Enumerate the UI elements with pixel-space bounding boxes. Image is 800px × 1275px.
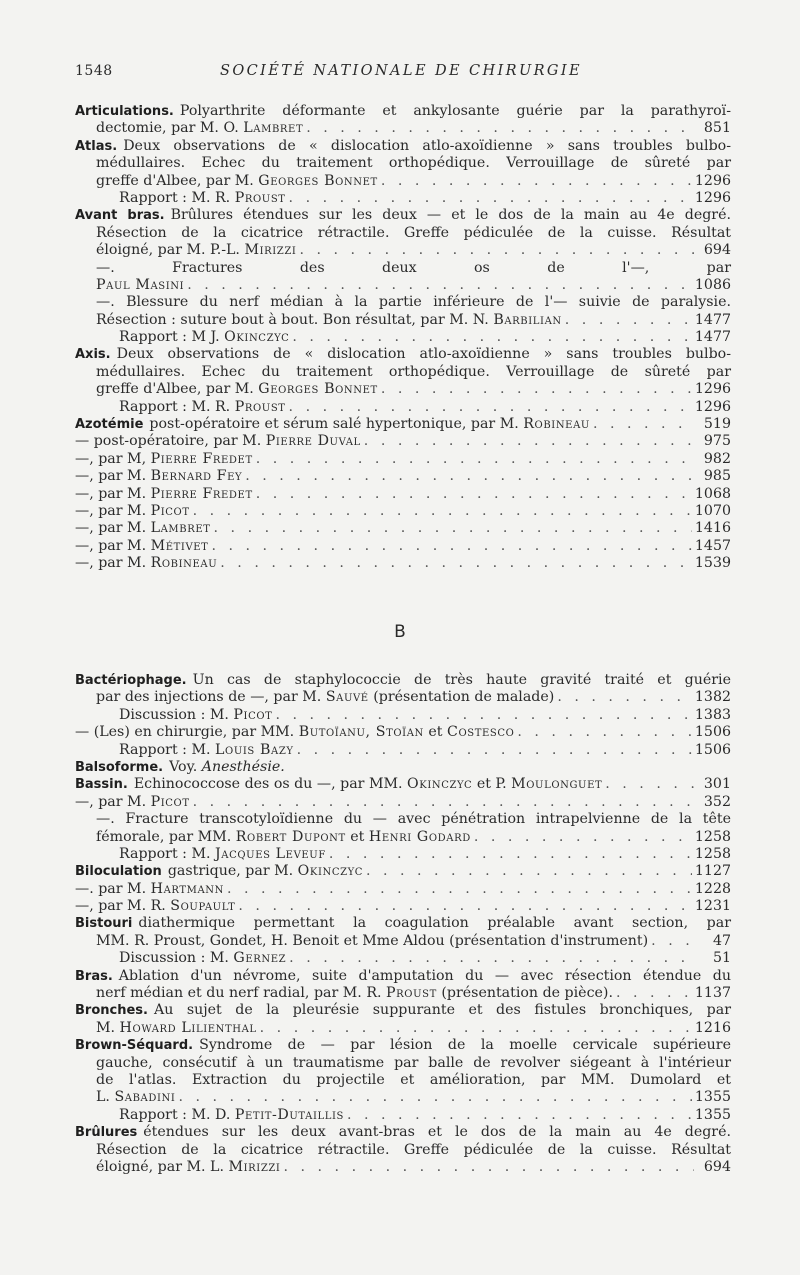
dot-leader bbox=[256, 451, 694, 468]
page-reference: 519 bbox=[703, 416, 731, 433]
author-name: Sauvé bbox=[325, 689, 369, 706]
dot-leader bbox=[306, 120, 694, 137]
entry-text: —, par M. R. Soupault bbox=[75, 898, 236, 915]
index-entry bbox=[75, 555, 731, 572]
entry-headword: Bronches. bbox=[75, 1003, 148, 1019]
entry-line: gauche, consécutif à un traumatisme par balle de revolver siégeant à l'intérieur bbox=[96, 1054, 731, 1071]
entry-last-line bbox=[75, 433, 731, 450]
dot-leader bbox=[299, 242, 694, 259]
entry-text: —, par M. Robineau bbox=[75, 555, 218, 572]
dot-leader bbox=[227, 881, 692, 898]
page-reference: 985 bbox=[703, 468, 731, 485]
index-entry bbox=[75, 503, 731, 520]
entry-text: dectomie, par M. O. Lambret bbox=[96, 120, 304, 137]
index-entry bbox=[75, 811, 731, 846]
entry-text: Azotémie post-opératoire et sérum salé hypertonique, par M. Robineau bbox=[75, 416, 590, 433]
index-entry bbox=[75, 707, 731, 724]
page-reference: 975 bbox=[703, 433, 731, 450]
author-name: Costesco bbox=[447, 724, 515, 741]
page-reference: 1258 bbox=[694, 845, 731, 862]
index-entry bbox=[75, 346, 731, 398]
page-reference: 694 bbox=[703, 1158, 731, 1175]
entry-line: Bras. Ablation d'un névrome, suite d'amputation du — avec résection étendue du bbox=[75, 967, 731, 984]
author-name: Robineau bbox=[150, 555, 218, 572]
entry-text: Discussion : M. Picot bbox=[119, 706, 273, 723]
entry-headword: Biloculation bbox=[75, 864, 162, 880]
entry-text: L. Sabadini bbox=[96, 1089, 176, 1106]
entry-last-line bbox=[75, 759, 731, 776]
page-reference: 1258 bbox=[694, 828, 731, 845]
author-name: Picot bbox=[150, 793, 190, 810]
page-reference: 1506 bbox=[694, 724, 731, 741]
entry-last-line bbox=[75, 707, 731, 724]
author-name: Robineau bbox=[523, 416, 590, 433]
author-name: Butoïanu, Stoïan bbox=[298, 724, 424, 741]
entry-last-line bbox=[75, 846, 731, 863]
dot-leader bbox=[220, 555, 692, 572]
entry-text: —, par M. Métivet bbox=[75, 537, 209, 554]
entry-last-line bbox=[75, 1020, 731, 1037]
author-name: Lambret bbox=[150, 520, 211, 537]
author-name: Bernard Fey bbox=[150, 468, 243, 485]
dot-leader bbox=[193, 794, 694, 811]
entry-line: médullaires. Echec du traitement orthopédique. Verrouillage de sûreté par bbox=[96, 363, 731, 380]
dot-leader bbox=[347, 1107, 692, 1124]
entry-last-line bbox=[75, 985, 731, 1002]
entry-last-line bbox=[75, 829, 731, 846]
page-reference: 1296 bbox=[694, 381, 731, 398]
entry-last-line bbox=[75, 190, 731, 207]
entry-text: nerf médian et du nerf radial, par M. R. Proust (présentation de pièce). bbox=[96, 985, 613, 1002]
dot-leader bbox=[256, 486, 692, 503]
entry-last-line bbox=[75, 486, 731, 503]
author-name: Mirizzi bbox=[244, 242, 297, 259]
entry-text: M. Howard Lilienthal bbox=[96, 1019, 257, 1036]
entry-text: —, par M. Lambret bbox=[75, 520, 211, 537]
dot-leader bbox=[381, 173, 692, 190]
entry-line: Brûlures étendues sur les deux avant-bras et le dos de la main au 4e degré. bbox=[75, 1124, 731, 1141]
entry-last-line bbox=[75, 881, 731, 898]
page-reference: 1457 bbox=[694, 537, 731, 554]
author-name: Henri Godard bbox=[368, 828, 471, 845]
entry-last-line bbox=[75, 689, 731, 706]
dot-leader bbox=[557, 689, 692, 706]
entry-last-line bbox=[75, 742, 731, 759]
dot-leader bbox=[329, 846, 692, 863]
index-entry bbox=[75, 950, 731, 967]
author-name: Georges Bonnet bbox=[258, 381, 378, 398]
page-reference: 1383 bbox=[694, 706, 731, 723]
entry-line: —. Blessure du nerf médian à la partie inférieure de l'— suivie de paralysie. bbox=[96, 294, 731, 311]
entry-text bbox=[96, 277, 184, 294]
entry-last-line bbox=[75, 898, 731, 915]
index-entry bbox=[75, 1107, 731, 1124]
author-name: Paul Masini bbox=[96, 276, 185, 293]
entry-text: —, par M. Picot bbox=[75, 793, 190, 810]
entry-line: Résection de la cicatrice rétractile. Greffe pédiculée de la cuisse. Résultat bbox=[96, 224, 731, 241]
page-reference: 1355 bbox=[694, 1106, 731, 1123]
entry-text: éloigné, par M. P.-L. Mirizzi bbox=[96, 242, 297, 259]
entry-text: Résection : suture bout à bout. Bon résultat, par M. N. Barbilian bbox=[96, 311, 562, 328]
page-reference: 1127 bbox=[694, 863, 731, 880]
author-name: Barbilian bbox=[493, 311, 562, 328]
entry-line: médullaires. Echec du traitement orthopédique. Verrouillage de sûreté par bbox=[96, 155, 731, 172]
index-entry bbox=[75, 451, 731, 468]
index-entry bbox=[75, 486, 731, 503]
entry-text: greffe d'Albee, par M. Georges Bonnet bbox=[96, 381, 378, 398]
author-name: Gernez bbox=[233, 950, 287, 967]
entry-line: —. Fractures des deux os de l'—, par bbox=[96, 259, 731, 276]
author-name: Howard Lilienthal bbox=[119, 1019, 257, 1036]
entry-last-line bbox=[75, 329, 731, 346]
entry-text: MM. R. Proust, Gondet, H. Benoit et Mme Aldou (présentation d'instrument) bbox=[96, 932, 649, 949]
author-name: Sabadini bbox=[114, 1089, 176, 1106]
index-entry bbox=[75, 138, 731, 190]
page-reference: 1231 bbox=[694, 898, 731, 915]
dot-leader bbox=[381, 381, 692, 398]
author-name: Pierre Fredet bbox=[150, 450, 253, 467]
page-reference: 1477 bbox=[694, 311, 731, 328]
dot-leader bbox=[605, 776, 694, 793]
author-name: Pierre Duval bbox=[265, 433, 361, 450]
entry-last-line bbox=[75, 724, 731, 741]
entry-text: Biloculation gastrique, par M. Okinczyc bbox=[75, 863, 363, 880]
page-header bbox=[75, 63, 727, 87]
entry-line: Bactériophage. Un cas de staphylococcie de très haute gravité traité et guérie bbox=[75, 672, 731, 688]
author-name: Lambret bbox=[243, 120, 304, 137]
author-name: Petit-Dutaillis bbox=[234, 1106, 344, 1123]
dot-leader bbox=[616, 985, 692, 1002]
page-reference: 1137 bbox=[694, 985, 731, 1002]
index-entry bbox=[75, 329, 731, 346]
entry-last-line bbox=[75, 242, 731, 259]
index-entry bbox=[75, 898, 731, 915]
entry-text: Bassin. Echinococcose des os du —, par MM. Okinczyc et P. Moulonguet bbox=[75, 776, 603, 793]
entry-text: —, par M. Bernard Fey bbox=[75, 468, 243, 485]
index-entry bbox=[75, 520, 731, 537]
entry-last-line bbox=[75, 468, 731, 485]
index-entry bbox=[75, 742, 731, 759]
entry-headword: Azotémie bbox=[75, 417, 144, 433]
entry-last-line bbox=[75, 399, 731, 416]
entry-line: Bistouri diathermique permettant la coagulation préalable avant section, par bbox=[75, 915, 731, 932]
index-entry bbox=[75, 672, 731, 707]
entry-last-line bbox=[75, 555, 731, 572]
dot-leader bbox=[289, 190, 692, 207]
entry-text: éloigné, par M. L. Mirizzi bbox=[96, 1158, 281, 1175]
entry-last-line bbox=[75, 950, 731, 967]
entry-text: — (Les) en chirurgie, par MM. Butoïanu, Stoïan et Costesco bbox=[75, 724, 515, 741]
entry-headword: Brown-Séquard. bbox=[75, 1038, 194, 1054]
dot-leader bbox=[517, 724, 692, 741]
index-entry bbox=[75, 294, 731, 329]
entry-headword: Bactériophage. bbox=[75, 673, 187, 688]
author-name: Soupault bbox=[170, 898, 236, 915]
index-entry bbox=[75, 776, 731, 793]
entry-text: Rapport : M. D. Petit-Dutaillis bbox=[119, 1106, 344, 1123]
dot-leader bbox=[474, 829, 692, 846]
index-entry bbox=[75, 724, 731, 741]
dot-leader bbox=[651, 933, 694, 950]
author-name: Proust bbox=[234, 189, 286, 206]
entry-headword: Axis. bbox=[75, 347, 111, 363]
entry-last-line bbox=[75, 933, 731, 950]
entry-line: Avant bras. Brûlures étendues sur les deux — et le dos de la main au 4e degré. bbox=[75, 207, 731, 224]
index-entry bbox=[75, 190, 731, 207]
section-letter-b: B bbox=[394, 622, 406, 642]
cross-reference: Anesthésie. bbox=[201, 758, 285, 775]
entry-text: Rapport : M. Louis Bazy bbox=[119, 741, 294, 758]
page-reference: 301 bbox=[703, 776, 731, 793]
entry-line: Résection de la cicatrice rétractile. Greffe pédiculée de la cuisse. Résultat bbox=[96, 1141, 731, 1158]
author-name: Okinczyc bbox=[224, 329, 290, 346]
page-reference: 352 bbox=[703, 793, 731, 810]
entry-last-line bbox=[75, 312, 731, 329]
dot-leader bbox=[214, 520, 692, 537]
entry-headword: Avant bras. bbox=[75, 208, 165, 224]
entry-last-line bbox=[75, 381, 731, 398]
entry-headword: Articulations. bbox=[75, 104, 174, 119]
entry-text: par des injections de —, par M. Sauvé (présentation de malade) bbox=[96, 689, 555, 706]
entry-last-line bbox=[75, 173, 731, 190]
entry-last-line bbox=[75, 520, 731, 537]
index-section-b bbox=[75, 672, 731, 1176]
page-reference: 1086 bbox=[694, 276, 731, 293]
entry-line: Bronches. Au sujet de la pleurésie suppurante et des fistules bronchiques, par bbox=[75, 1002, 731, 1019]
author-name: Pierre Fredet bbox=[150, 485, 253, 502]
page-reference: 1296 bbox=[694, 398, 731, 415]
author-name: Georges Bonnet bbox=[258, 172, 378, 189]
author-name: Picot bbox=[150, 502, 190, 519]
running-title: SOCIÉTÉ NATIONALE DE CHIRURGIE bbox=[220, 63, 582, 79]
dot-leader bbox=[364, 433, 694, 450]
page-reference: 1416 bbox=[694, 520, 731, 537]
dot-leader bbox=[178, 1089, 691, 1106]
entry-headword: Atlas. bbox=[75, 138, 118, 154]
index-entry bbox=[75, 103, 731, 138]
entry-line: —. Fracture transcotyloïdienne du — avec pénétration intrapelvienne de la tête bbox=[96, 811, 731, 828]
entry-text: —, par M. Picot bbox=[75, 502, 190, 519]
dot-leader bbox=[289, 399, 692, 416]
page-reference: 1477 bbox=[694, 329, 731, 346]
entry-line: Brown-Séquard. Syndrome de — par lésion de la moelle cervicale supérieure bbox=[75, 1037, 731, 1054]
author-name: Hartmann bbox=[150, 880, 224, 897]
index-entry bbox=[75, 260, 731, 295]
page-reference: 51 bbox=[712, 950, 731, 967]
entry-line: Atlas. Deux observations de « dislocation atlo-axoïdienne » sans troubles bulbo- bbox=[75, 137, 731, 154]
page-reference: 1296 bbox=[694, 189, 731, 206]
dot-leader bbox=[283, 1159, 694, 1176]
entry-last-line bbox=[75, 451, 731, 468]
index-entry bbox=[75, 759, 731, 776]
dot-leader bbox=[187, 277, 692, 294]
index-entry bbox=[75, 1124, 731, 1176]
entry-text: Balsoforme. Voy. Anesthésie. bbox=[75, 758, 285, 775]
page-reference: 1070 bbox=[694, 502, 731, 519]
entry-line: Articulations. Polyarthrite déformante et ankylosante guérie par la parathyroï- bbox=[75, 103, 731, 119]
page-reference: 1296 bbox=[694, 172, 731, 189]
entry-text: Rapport : M. R. Proust bbox=[119, 189, 286, 206]
entry-text: — post-opératoire, par M. Pierre Duval bbox=[75, 433, 361, 450]
index-entry bbox=[75, 863, 731, 880]
entry-headword: Bassin. bbox=[75, 777, 128, 793]
page-reference: 1068 bbox=[694, 485, 731, 502]
index-entry bbox=[75, 207, 731, 259]
index-entry bbox=[75, 538, 731, 555]
page-reference: 47 bbox=[712, 932, 731, 949]
page-reference: 1539 bbox=[694, 555, 731, 572]
entry-headword: Brûlures bbox=[75, 1125, 138, 1141]
entry-headword: Bistouri bbox=[75, 916, 133, 932]
entry-text: fémorale, par MM. Robert Dupont et Henri Godard bbox=[96, 828, 471, 845]
dot-leader bbox=[211, 538, 691, 555]
entry-text: Rapport : M J. Okinczyc bbox=[119, 329, 290, 346]
entry-last-line bbox=[75, 120, 731, 137]
author-name: Picot bbox=[233, 706, 273, 723]
author-name: Robert Dupont bbox=[235, 828, 346, 845]
entry-line: de l'atlas. Extraction du projectile et amélioration, par MM. Dumolard et bbox=[96, 1071, 731, 1088]
entry-text: —, par M, Pierre Fredet bbox=[75, 450, 253, 467]
author-name: Louis Bazy bbox=[215, 741, 294, 758]
entry-line: Axis. Deux observations de « dislocation atlo-axoïdienne » sans troubles bulbo- bbox=[75, 346, 731, 363]
page-reference: 694 bbox=[703, 242, 731, 259]
author-name: Jacques Leveuf bbox=[215, 845, 326, 862]
dot-leader bbox=[565, 312, 692, 329]
index-entry bbox=[75, 416, 731, 433]
entry-last-line bbox=[75, 1159, 731, 1176]
dot-leader bbox=[245, 468, 694, 485]
index-entry bbox=[75, 1037, 731, 1107]
author-name: Proust bbox=[386, 985, 437, 1002]
entry-text: Rapport : M. Jacques Leveuf bbox=[119, 845, 326, 862]
page-reference: 851 bbox=[703, 120, 731, 137]
entry-last-line bbox=[75, 863, 731, 880]
index-entry bbox=[75, 433, 731, 450]
dot-leader bbox=[289, 950, 694, 967]
dot-leader bbox=[366, 863, 692, 880]
dot-leader bbox=[238, 898, 691, 915]
dot-leader bbox=[593, 416, 694, 433]
index-entry bbox=[75, 399, 731, 416]
page-reference: 1355 bbox=[694, 1089, 731, 1106]
entry-text: —, par M. Pierre Fredet bbox=[75, 485, 253, 502]
index-section-a bbox=[75, 103, 731, 573]
page-reference: 1506 bbox=[694, 741, 731, 758]
dot-leader bbox=[260, 1020, 692, 1037]
entry-text: —. par M. Hartmann bbox=[75, 880, 224, 897]
index-entry bbox=[75, 915, 731, 950]
entry-last-line bbox=[75, 538, 731, 555]
index-entry bbox=[75, 794, 731, 811]
dot-leader bbox=[193, 503, 692, 520]
entry-headword: Balsoforme. bbox=[75, 759, 164, 775]
page-reference: 1382 bbox=[694, 689, 731, 706]
entry-last-line bbox=[75, 794, 731, 811]
entry-headword: Bras. bbox=[75, 968, 113, 984]
index-entry bbox=[75, 468, 731, 485]
page-reference: 982 bbox=[703, 450, 731, 467]
author-name: Métivet bbox=[150, 537, 209, 554]
author-name: Moulonguet bbox=[511, 776, 603, 793]
index-entry bbox=[75, 1002, 731, 1037]
entry-text: greffe d'Albee, par M. Georges Bonnet bbox=[96, 172, 378, 189]
index-entry bbox=[75, 881, 731, 898]
entry-last-line bbox=[75, 416, 731, 433]
index-entry bbox=[75, 968, 731, 1003]
entry-text: Discussion : M. Gernez bbox=[119, 950, 287, 967]
index-entry bbox=[75, 846, 731, 863]
entry-last-line bbox=[75, 503, 731, 520]
author-name: Okinczyc bbox=[407, 776, 473, 793]
author-name: Mirizzi bbox=[228, 1158, 281, 1175]
dot-leader bbox=[275, 707, 691, 724]
author-name: Okinczyc bbox=[297, 863, 363, 880]
entry-last-line bbox=[75, 1107, 731, 1124]
page-reference: 1216 bbox=[694, 1019, 731, 1036]
author-name: Proust bbox=[234, 398, 286, 415]
dot-leader bbox=[292, 329, 692, 346]
entry-text: Rapport : M. R. Proust bbox=[119, 398, 286, 415]
entry-last-line bbox=[75, 277, 731, 294]
entry-last-line bbox=[75, 1089, 731, 1106]
entry-last-line bbox=[75, 776, 731, 793]
dot-leader bbox=[297, 742, 692, 759]
page-number: 1548 bbox=[75, 63, 113, 79]
page-reference: 1228 bbox=[694, 880, 731, 897]
